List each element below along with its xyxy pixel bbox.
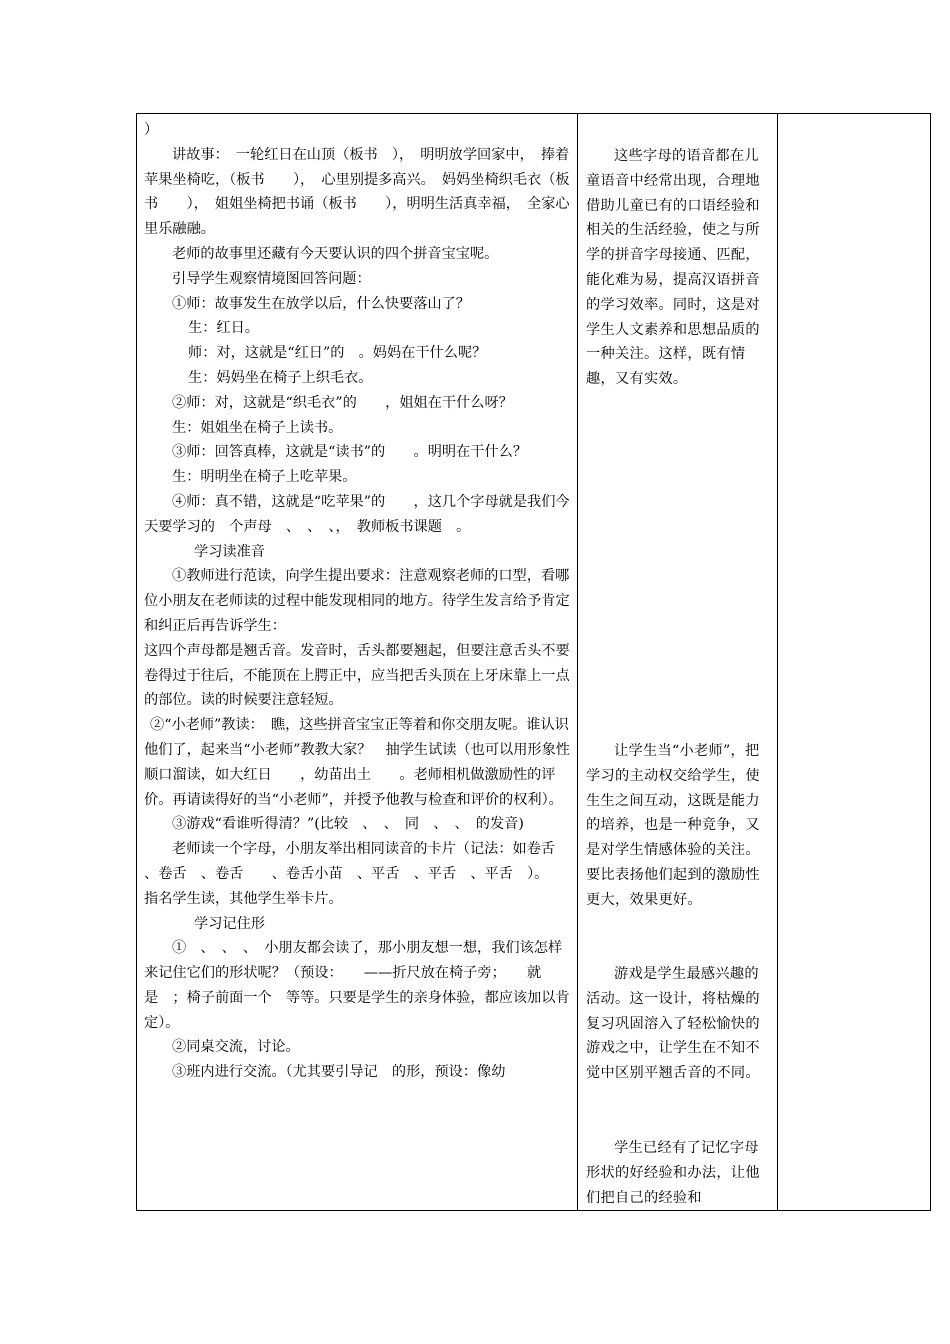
lesson-paragraph: 指名学生读，其他学生举卡片。 (144, 890, 343, 907)
lesson-paragraph: 生：明明坐在椅子上吃苹果。 (172, 469, 357, 486)
lesson-paragraph: 引导学生观察情境图回答问题： (172, 270, 371, 287)
lesson-paragraph: ① 、 、 、 小朋友都会读了，那小朋友想一想，我们该怎样来记住它们的形状呢？（预设： ——折尺放在椅子旁； 就是 ；椅子前面一个 等等。只要是学生的亲身体验，都应该加以肯定）。 (144, 940, 570, 1031)
design-note-text: 学生已经有了记忆字母形状的好经验和办法，让他们把自己的经验和 (586, 1140, 760, 1206)
lesson-paragraph: 老师的故事里还藏有今天要认识的四个拼音宝宝呢。 (172, 245, 499, 262)
design-note-text: 这些字母的语音都在儿童语音中经常出现，合理地借助儿童已有的口语经验和相关的生活经验，使之与所学的拼音字母接通、匹配，能化难为易，提高汉语拼音的学习效率。同时，这是对学生人文素养和思想品质的一种关注。这样，既有情趣，又有实效。 (586, 148, 760, 388)
column-divider (777, 114, 778, 1210)
lesson-paragraph: ①教师进行范读，向学生提出要求：注意观察老师的口型，看哪位小朋友在老师读的过程中能发现相同的地方。待学生发言给予肯定和纠正后再告诉学生： (144, 568, 570, 634)
design-note-text: 让学生当“小老师”，把学习的主动权交给学生，使生生之间互动，这既是能力的培养，也是一种竞争，又是对学生情感体验的关注。要比表扬他们起到的激励性更大，效果更好。 (586, 743, 760, 908)
lesson-paragraph: ③师：回答真棒，这就是“读书”的 。明明在干什么？ (172, 444, 528, 461)
lesson-paragraph: 生：妈妈坐在椅子上织毛衣。 (188, 369, 373, 386)
lesson-paragraph: ②师：对，这就是“织毛衣”的 ，姐姐在干什么呀？ (172, 394, 513, 411)
lesson-plan-table (136, 113, 931, 1211)
design-note (586, 1136, 772, 1210)
lesson-paragraph: 这四个声母都是翘舌音。发音时，舌头都要翘起，但要注意舌头不要卷得过于往后，不能顶在上腭正中，应当把舌头顶在上牙床靠上一点的部位。读的时候要注意轻短。 (144, 642, 570, 709)
column-divider (577, 114, 578, 1210)
design-note-text: 游戏是学生最感兴趣的活动。这一设计，将枯燥的复习巩固溶入了轻松愉快的游戏之中，让学生在不知不觉中区别平翘舌音的不同。 (586, 966, 760, 1082)
lesson-paragraph: 师：对，这就是“红日”的 。妈妈在干什么呢？ (188, 345, 487, 362)
lesson-paragraph: 老师读一个字母，小朋友举出相同读音的卡片（记法：如卷舌 、卷舌 、卷舌 、卷舌小苗 、平舌 、平舌 、平舌 ）。 (144, 841, 584, 882)
lesson-paragraph: ②同桌交流，讨论。 (172, 1039, 300, 1056)
lesson-paragraph: ④师：真不错，这就是“吃苹果”的 ，这几个字母就是我们今天要学习的 个声母 、 、 、， 教师板书课题 。 (144, 493, 570, 535)
lesson-paragraph: ） (144, 122, 159, 138)
lesson-paragraph: ③游戏“看谁听得清？”(比较 、 、 同 、 、 的发音) (172, 816, 524, 833)
design-note (586, 962, 772, 1086)
design-note (586, 739, 772, 913)
lesson-paragraph: ③班内进行交流。（尤其要引导记 的形，预设：像幼 (172, 1064, 506, 1081)
design-note (586, 144, 772, 392)
teaching-process-column (144, 118, 584, 1085)
lesson-paragraph: 生：红日。 (188, 320, 259, 337)
lesson-paragraph: 学习记住形 (194, 915, 265, 932)
lesson-paragraph: 学习读准音 (194, 543, 265, 560)
lesson-paragraph: ②“小老师”教读： 瞧，这些拼音宝宝正等着和你交朋友呢。谁认识他们了，起来当“小老师”教教大家？ 抽学生试读（也可以用形象性顺口溜读，如大红日 ，幼苗出土 。老师相机做激励性的评价。再请读得好的当“小老师”，并授予他教与检查和评价的权利）。 (144, 717, 570, 808)
lesson-paragraph: 生：姐姐坐在椅子上读书。 (172, 419, 343, 436)
lesson-paragraph: ①师：故事发生在放学以后，什么快要落山了？ (172, 295, 470, 312)
lesson-paragraph: 讲故事： 一轮红日在山顶（板书 ）， 明明放学回家中， 捧着苹果坐椅吃，（板书 ）， 心里别提多高兴。 妈妈坐椅织毛衣（板书 ）， 姐姐坐椅把书诵（板书 ），明明生活真幸福， 全家心里乐融融。 (144, 146, 570, 238)
